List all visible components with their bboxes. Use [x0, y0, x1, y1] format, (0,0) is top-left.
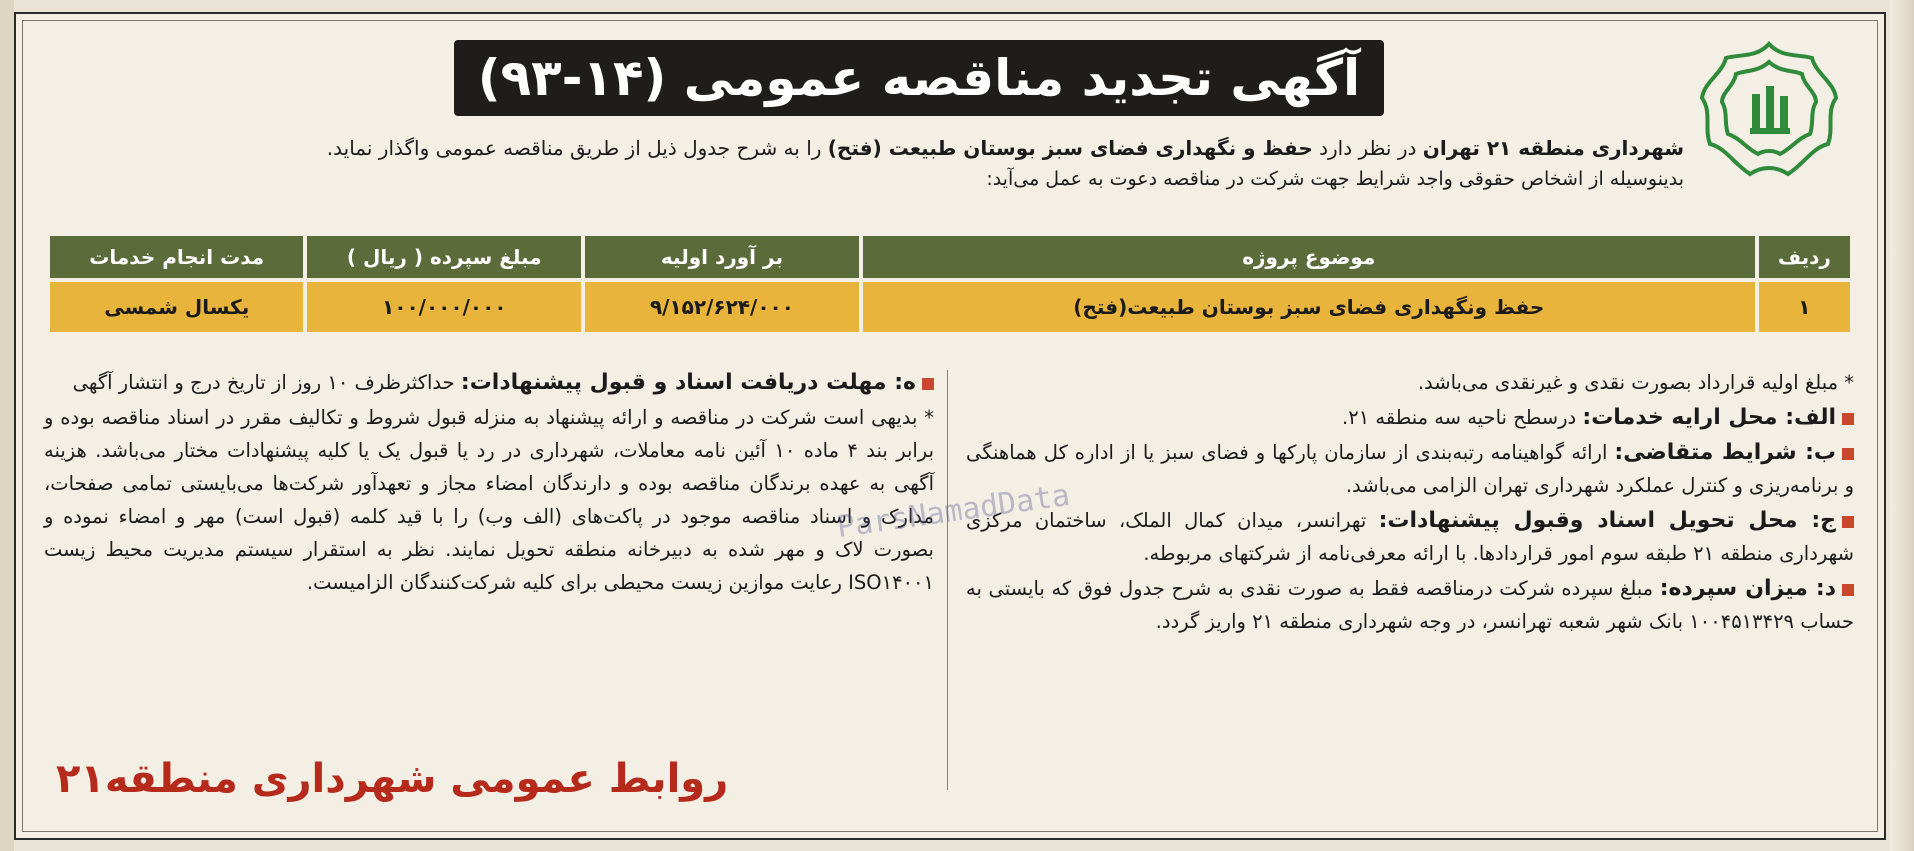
intro-text-a: در نظر دارد — [1312, 136, 1423, 160]
contract-note: * مبلغ اولیه قرارداد بصورت نقدی و غیرنقدی می‌باشد. — [1417, 371, 1854, 394]
clause-jim — [966, 504, 1854, 570]
cell-estimate: ۹/۱۵۲/۶۲۴/۰۰۰ — [585, 282, 859, 332]
tender-table — [46, 232, 1854, 336]
col-header-row-no: ردیف — [1759, 236, 1850, 278]
cell-row-no: ۱ — [1759, 282, 1850, 332]
bullet-square-icon — [1842, 413, 1854, 425]
conditions-right-column — [966, 366, 1854, 640]
clause-dal-text: مبلغ سپرده شرکت درمناقصه فقط به صورت نقدی به شرح جدول فوق که بایستی به حساب ۱۰۰۴۵۱۳۴۲۹ بانک شهر شعبه تهرانسر، در وجه شهرداری منطقه ۲۱ واریز گردد. — [966, 577, 1854, 633]
col-header-subject: موضوع پروژه — [863, 236, 1755, 278]
col-header-deposit: مبلغ سپرده ( ریال ) — [307, 236, 581, 278]
intro-project-name: حفظ و نگهداری فضای سبز بوستان طبیعت (فتح) — [827, 136, 1313, 160]
tender-advertisement — [14, 12, 1886, 840]
clause-he-label: ه: مهلت دریافت اسناد و قبول پیشنهادات: — [460, 370, 916, 395]
conditions-left-column — [44, 366, 934, 601]
intro-text-b: را به شرح جدول ذیل از طریق مناقصه عمومی واگذار نماید. — [326, 136, 828, 160]
clause-be — [966, 436, 1854, 502]
bullet-square-icon — [1842, 448, 1854, 460]
bullet-square-icon — [1842, 516, 1854, 528]
watermark-text: ParsNamadData — [834, 477, 1073, 546]
clause-alef — [966, 401, 1854, 434]
clause-he-text: حداکثرظرف ۱۰ روز از تاریخ درج و انتشار آگهی — [72, 371, 461, 394]
clause-dal-label: د: میزان سپرده: — [1659, 576, 1836, 601]
general-note: * بدیهی است شرکت در مناقصه و ارائه پیشنهاد به منزله قبول شروط و تکالیف مقرر در اسناد مناقصه بوده و برابر بند ۴ ماده ۱۰ آئین نامه معاملات، شهرداری در رد یا قبول یک یا کلیه پیشنهادات مختار می‌باشد. هزینه آگهی به عهده برندگان مناقصه بوده و دارندگان امضاء مجاز و تعهدآور شرکت‌ها می‌بایستی تمامی صفحات، مدارک و اسناد مناقصه موجود در پاکت‌های (الف وب) را با قید کلمه (قبول است) مهر و امضاء نموده و بصورت لاک و مهر شده به دبیرخانه منطقه تحویل نمایند. نظر به استقرار سیستم مدیریت محیط زیست ISO۱۴۰۰۱ رعایت موازین زیست محیطی برای کلیه شرکت‌کنندگان الزامیست. — [44, 406, 934, 594]
clause-alef-text: درسطح ناحیه سه منطقه ۲۱. — [1342, 406, 1583, 429]
table-row — [50, 282, 1850, 332]
column-divider — [947, 370, 948, 790]
cell-deposit: ۱۰۰/۰۰۰/۰۰۰ — [307, 282, 581, 332]
col-header-duration: مدت انجام خدمات — [50, 236, 303, 278]
table-header-row — [50, 236, 1850, 278]
clause-jim-label: ج: محل تحویل اسناد وقبول پیشنهادات: — [1378, 508, 1836, 533]
clause-be-label: ب: شرایط متقاضی: — [1614, 440, 1836, 465]
ad-title-banner: آگهی تجدید مناقصه عمومی (۱۴-۹۳) — [454, 40, 1384, 116]
intro-line-2: بدینوسیله از اشخاص حقوقی واجد شرایط جهت شرکت در مناقصه دعوت به عمل می‌آید: — [986, 168, 1684, 190]
clause-alef-label: الف: محل ارایه خدمات: — [1582, 405, 1836, 430]
bullet-square-icon — [1842, 584, 1854, 596]
tehran-municipality-logo-icon — [1694, 36, 1844, 186]
cell-subject: حفظ ونگهداری فضای سبز بوستان طبیعت(فتح) — [863, 282, 1755, 332]
col-header-estimate: بر آورد اولیه — [585, 236, 859, 278]
cell-duration: یکسال شمسی — [50, 282, 303, 332]
clause-jim-text: تهرانسر، میدان کمال الملک، ساختمان مرکزی شهرداری منطقه ۲۱ طبقه سوم امور قراردادها. با ارائه معرفی‌نامه از شرکتهای مربوطه. — [966, 509, 1854, 565]
clause-dal — [966, 572, 1854, 638]
page-left-bleed — [0, 0, 14, 851]
clause-be-text: ارائه گواهینامه رتبه‌بندی از سازمان پارکها و فضای سبز یا از اداره کل هماهنگی و برنامه‌ریزی و کنترل عملکرد شهرداری تهران الزامی می‌باشد. — [966, 441, 1854, 497]
clause-he — [44, 366, 934, 399]
bullet-square-icon — [922, 378, 934, 390]
intro-line-1 — [44, 134, 1684, 162]
page-right-edge — [1890, 0, 1914, 851]
public-relations-signature: روابط عمومی شهرداری منطقه۲۱ — [56, 756, 729, 802]
intro-municipality: شهرداری منطقه ۲۱ تهران — [1422, 136, 1684, 160]
